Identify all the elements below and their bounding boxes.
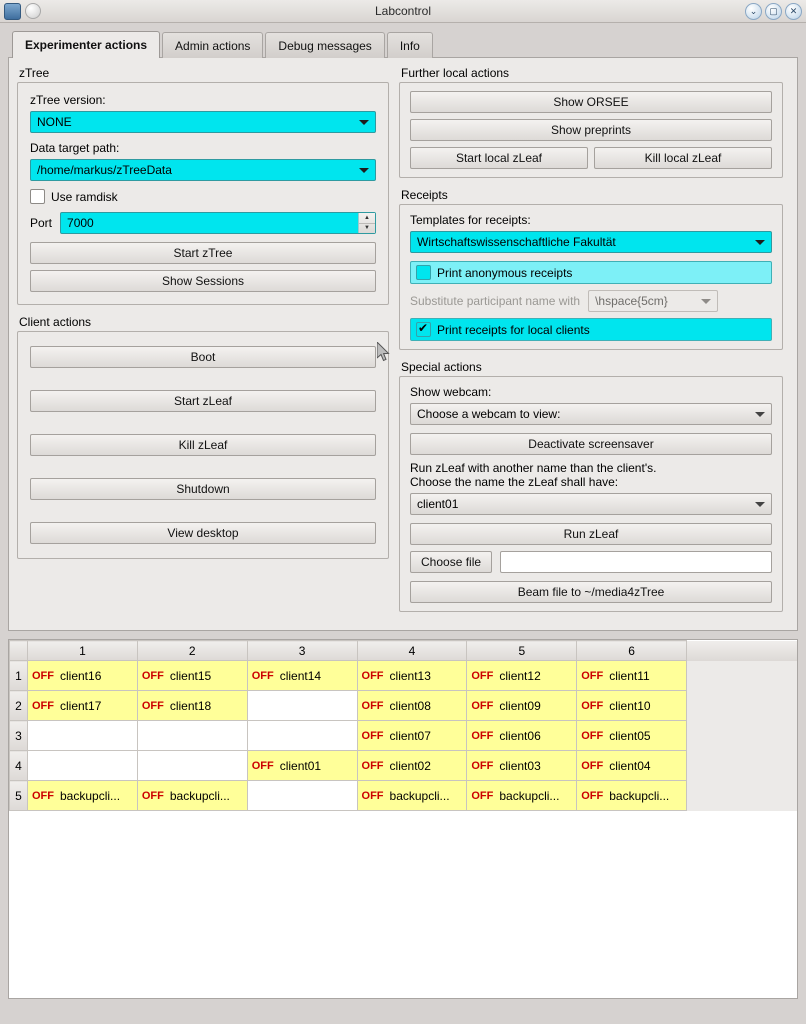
status-badge: OFF: [471, 789, 494, 802]
client-cell[interactable]: [247, 751, 357, 781]
client-cell[interactable]: [467, 751, 577, 781]
column-header-spacer: [687, 641, 797, 661]
right-column: [399, 66, 783, 622]
shutdown-button[interactable]: Shutdown: [30, 478, 376, 500]
start-local-zleaf-button[interactable]: Start local zLeaf: [410, 147, 588, 169]
corner-cell: [10, 641, 28, 661]
choose-file-button[interactable]: Choose file: [410, 551, 492, 573]
clients-table-container[interactable]: [8, 639, 798, 999]
client-name: client04: [609, 758, 651, 773]
client-cell[interactable]: [357, 691, 467, 721]
status-badge: OFF: [141, 789, 164, 802]
empty-cell[interactable]: [137, 721, 247, 751]
data-target-path-value: /home/markus/zTreeData: [37, 163, 172, 177]
tab-debug-messages[interactable]: Debug messages: [265, 32, 384, 58]
column-header-1[interactable]: 1: [28, 641, 138, 661]
use-ramdisk-checkbox[interactable]: [30, 189, 45, 204]
client-cell[interactable]: [357, 721, 467, 751]
print-local-receipts-row[interactable]: [410, 318, 772, 341]
substitute-label: Substitute participant name with: [410, 294, 581, 308]
special-actions-group: [399, 376, 783, 612]
port-value: 7000: [67, 216, 94, 230]
substitute-value: \hspace{5cm}: [595, 294, 668, 308]
status-badge: OFF: [141, 669, 164, 682]
table-header-row: [10, 641, 797, 661]
client-name: client06: [499, 728, 541, 743]
app-icon: [4, 3, 21, 20]
show-preprints-button[interactable]: Show preprints: [410, 119, 772, 141]
row-spacer: [687, 751, 797, 781]
ztree-version-value: NONE: [37, 115, 72, 129]
ztree-version-label: zTree version:: [30, 93, 106, 107]
tab-experimenter-actions[interactable]: Experimenter actions: [12, 31, 160, 58]
file-path-input[interactable]: [500, 551, 772, 573]
column-header-5[interactable]: 5: [467, 641, 577, 661]
status-badge: OFF: [32, 669, 54, 682]
print-anonymous-row[interactable]: [410, 261, 772, 284]
client-cell[interactable]: [467, 661, 577, 691]
run-zleaf-desc-line2: Choose the name the zLeaf shall have:: [410, 475, 619, 489]
client-cell[interactable]: [137, 691, 247, 721]
ztree-group: [17, 82, 389, 305]
client-name: client02: [389, 758, 431, 773]
special-actions-title: Special actions: [401, 360, 482, 374]
window-title: Labcontrol: [374, 4, 432, 18]
clients-table: [9, 640, 797, 811]
show-webcam-label: Show webcam:: [410, 385, 492, 399]
client-cell[interactable]: [357, 781, 467, 811]
print-anonymous-checkbox[interactable]: [416, 265, 431, 280]
webcam-value: Choose a webcam to view:: [417, 407, 561, 421]
client-cell[interactable]: [137, 661, 247, 691]
beam-file-button[interactable]: Beam file to ~/media4zTree: [410, 581, 772, 603]
use-ramdisk-label: Use ramdisk: [51, 189, 118, 204]
left-column: [17, 66, 389, 622]
use-ramdisk-row[interactable]: [30, 189, 376, 204]
deactivate-screensaver-button[interactable]: Deactivate screensaver: [410, 433, 772, 455]
print-anonymous-label: Print anonymous receipts: [437, 265, 573, 280]
status-badge: OFF: [251, 669, 274, 682]
further-local-actions-group: [399, 82, 783, 178]
receipts-section-title: Receipts: [401, 188, 448, 202]
chevron-down-icon: [755, 240, 765, 245]
close-button[interactable]: ✕: [785, 3, 802, 20]
client-name: backupcli...: [389, 788, 450, 803]
window-menu-icon[interactable]: [25, 3, 41, 19]
row-header-3[interactable]: 3: [10, 721, 28, 751]
row-spacer: [687, 721, 797, 751]
status-badge: OFF: [141, 699, 164, 712]
table-row: [10, 691, 797, 721]
client-cell[interactable]: [247, 661, 357, 691]
view-desktop-button[interactable]: View desktop: [30, 522, 376, 544]
row-spacer: [687, 691, 797, 721]
chevron-down-icon: [359, 168, 369, 173]
substitute-select: [588, 290, 718, 312]
tab-admin-actions[interactable]: Admin actions: [162, 32, 263, 58]
status-badge: OFF: [581, 699, 604, 712]
status-badge: OFF: [32, 789, 54, 802]
maximize-button[interactable]: ▢: [765, 3, 782, 20]
receipt-template-select[interactable]: [410, 231, 772, 253]
client-cell[interactable]: [28, 781, 138, 811]
client-cell[interactable]: [28, 661, 138, 691]
start-ztree-button[interactable]: Start zTree: [30, 242, 376, 264]
client-name: client10: [609, 698, 651, 713]
status-badge: OFF: [251, 759, 274, 772]
webcam-select[interactable]: [410, 403, 772, 425]
client-name: client08: [389, 698, 431, 713]
client-name: backupcli...: [609, 788, 670, 803]
kill-local-zleaf-button[interactable]: Kill local zLeaf: [594, 147, 772, 169]
stepper-up-icon[interactable]: ▲: [359, 213, 375, 224]
client-name: client16: [60, 668, 102, 683]
client-cell[interactable]: [577, 781, 687, 811]
client-name: client18: [169, 698, 212, 713]
table-row: [10, 721, 797, 751]
status-badge: OFF: [581, 729, 604, 742]
status-badge: OFF: [471, 669, 494, 682]
client-cell[interactable]: [357, 661, 467, 691]
column-header-2[interactable]: 2: [137, 641, 247, 661]
chevron-down-icon: [755, 412, 765, 417]
minimize-button[interactable]: ⌄: [745, 3, 762, 20]
column-header-3[interactable]: 3: [247, 641, 357, 661]
client-name: client01: [279, 758, 322, 773]
kill-zleaf-button[interactable]: Kill zLeaf: [30, 434, 376, 456]
templates-label: Templates for receipts:: [410, 213, 531, 227]
print-local-receipts-checkbox[interactable]: [416, 322, 431, 337]
data-target-path-select[interactable]: [30, 159, 376, 181]
chevron-down-icon: [755, 502, 765, 507]
status-badge: OFF: [471, 759, 494, 772]
empty-cell[interactable]: [28, 751, 138, 781]
status-badge: OFF: [361, 729, 384, 742]
table-body: [10, 661, 797, 811]
port-spinbox[interactable]: [60, 212, 376, 234]
client-cell[interactable]: [577, 751, 687, 781]
client-name: client17: [60, 698, 102, 713]
client-name: client07: [389, 728, 431, 743]
status-badge: OFF: [361, 759, 384, 772]
empty-cell[interactable]: [247, 721, 357, 751]
client-name: client05: [609, 728, 651, 743]
column-header-6[interactable]: 6: [577, 641, 687, 661]
client-cell[interactable]: [577, 721, 687, 751]
run-zleaf-desc-line1: Run zLeaf with another name than the client's.: [410, 461, 657, 475]
status-badge: OFF: [581, 669, 604, 682]
row-header-5[interactable]: 5: [10, 781, 28, 811]
client-name: client13: [389, 668, 431, 683]
zleaf-name-select[interactable]: [410, 493, 772, 515]
status-badge: OFF: [581, 789, 604, 802]
experimenter-actions-panel: [8, 57, 798, 631]
client-cell[interactable]: [467, 781, 577, 811]
row-header-4[interactable]: 4: [10, 751, 28, 781]
local-zleaf-button-row: [410, 147, 772, 169]
show-sessions-button[interactable]: Show Sessions: [30, 270, 376, 292]
port-row: [30, 212, 376, 234]
show-orsee-button[interactable]: Show ORSEE: [410, 91, 772, 113]
further-local-actions-title: Further local actions: [401, 66, 510, 80]
status-badge: OFF: [361, 669, 384, 682]
chevron-down-icon: [359, 120, 369, 125]
empty-cell[interactable]: [28, 721, 138, 751]
empty-cell[interactable]: [247, 691, 357, 721]
client-name: client09: [499, 698, 541, 713]
row-spacer: [687, 661, 797, 691]
stepper-down-icon[interactable]: ▼: [364, 225, 370, 232]
ztree-section-title: zTree: [19, 66, 50, 80]
client-name: backupcli...: [169, 788, 230, 803]
client-cell[interactable]: [467, 721, 577, 751]
empty-cell[interactable]: [247, 781, 357, 811]
status-badge: OFF: [32, 699, 54, 712]
client-cell[interactable]: [137, 781, 247, 811]
data-target-path-label: Data target path:: [30, 141, 120, 155]
empty-cell[interactable]: [137, 751, 247, 781]
status-badge: OFF: [471, 699, 494, 712]
client-name: backupcli...: [499, 788, 560, 803]
client-name: backupcli...: [60, 788, 121, 803]
tab-bar: [0, 23, 806, 57]
run-zleaf-button[interactable]: Run zLeaf: [410, 523, 772, 545]
table-row: [10, 781, 797, 811]
table-row: [10, 751, 797, 781]
client-name: client03: [499, 758, 541, 773]
receipts-group: [399, 204, 783, 350]
chevron-down-icon: [701, 299, 711, 304]
file-chooser-row: [410, 551, 772, 573]
port-stepper[interactable]: [358, 213, 375, 233]
boot-button[interactable]: Boot: [30, 346, 376, 368]
receipt-template-value: Wirtschaftswissenschaftliche Fakultät: [417, 235, 616, 249]
client-actions-section-title: Client actions: [19, 315, 92, 329]
client-cell[interactable]: [357, 751, 467, 781]
start-zleaf-button[interactable]: Start zLeaf: [30, 390, 376, 412]
port-label: Port: [30, 216, 53, 230]
ztree-version-select[interactable]: [30, 111, 376, 133]
client-name: client12: [499, 668, 541, 683]
substitute-name-row: [410, 290, 772, 312]
status-badge: OFF: [361, 699, 384, 712]
tab-info[interactable]: Info: [387, 32, 433, 58]
status-badge: OFF: [581, 759, 604, 772]
client-name: client15: [169, 668, 212, 683]
zleaf-name-value: client01: [417, 497, 459, 511]
table-row: [10, 661, 797, 691]
row-spacer: [687, 781, 797, 811]
client-cell[interactable]: [467, 691, 577, 721]
client-cell[interactable]: [28, 691, 138, 721]
client-name: client14: [279, 668, 322, 683]
client-cell[interactable]: [577, 661, 687, 691]
status-badge: OFF: [361, 789, 384, 802]
row-header-1[interactable]: 1: [10, 661, 28, 691]
row-header-2[interactable]: 2: [10, 691, 28, 721]
client-actions-group: [17, 331, 389, 559]
client-name: client11: [609, 668, 650, 683]
column-header-4[interactable]: 4: [357, 641, 467, 661]
print-local-receipts-label: Print receipts for local clients: [437, 322, 590, 337]
title-bar: [0, 0, 806, 23]
status-badge: OFF: [471, 729, 494, 742]
client-cell[interactable]: [577, 691, 687, 721]
